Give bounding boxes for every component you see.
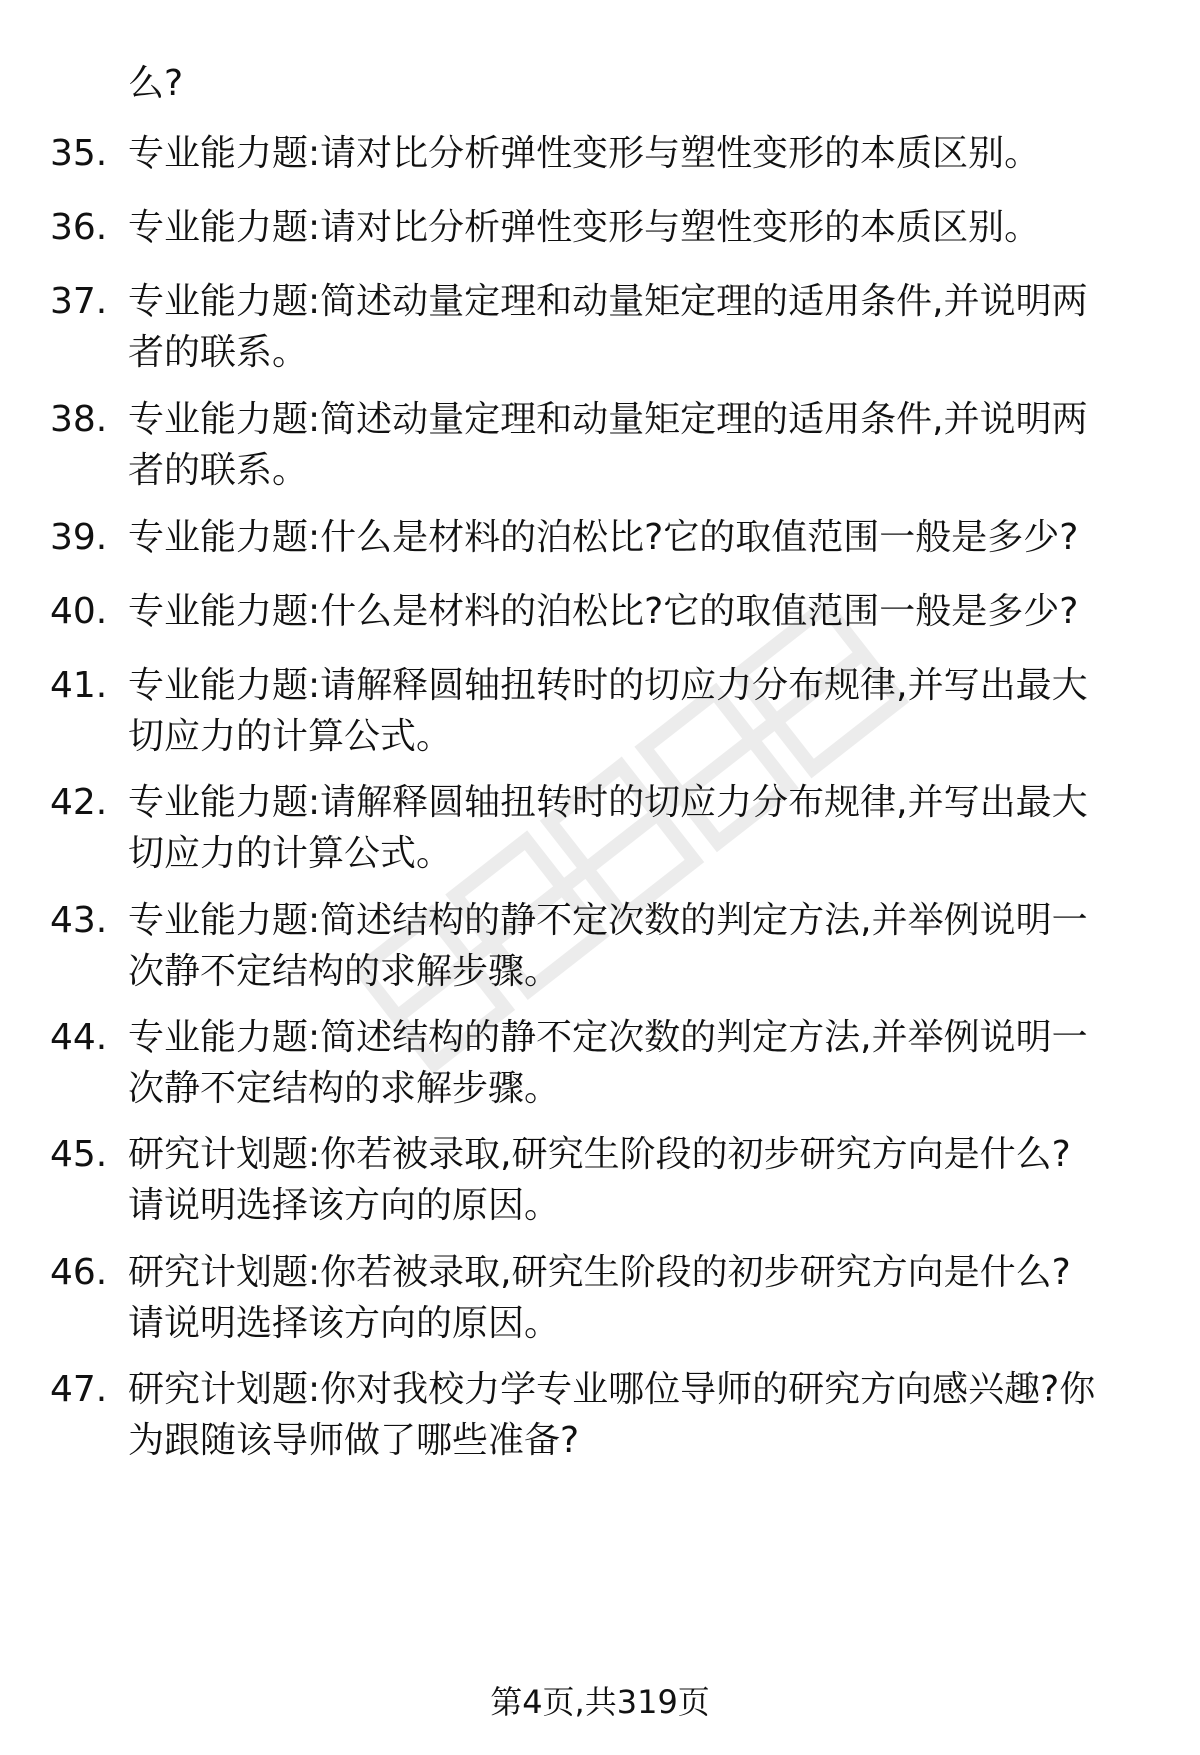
item-number: 37. [50,281,108,322]
continuation-text: 么? [128,63,184,104]
item-text: 研究计划题:你对我校力学专业哪位导师的研究方向感兴趣?你 为跟随该导师做了哪些准备? [128,1369,1096,1461]
item-number: 46. [50,1252,108,1293]
item-text: 专业能力题:简述动量定理和动量矩定理的适用条件,并说明两 者的联系。 [128,281,1088,373]
item-number: 41. [50,665,108,706]
item-text: 研究计划题:你若被录取,研究生阶段的初步研究方向是什么? 请说明选择该方向的原因。 [128,1252,1071,1344]
item-number: 39. [50,517,108,558]
item-number: 35. [50,133,108,174]
item-text: 专业能力题:请对比分析弹性变形与塑性变形的本质区别。 [128,133,1041,174]
item-text: 专业能力题:什么是材料的泊松比?它的取值范围一般是多少? [128,591,1079,632]
item-text: 专业能力题:请对比分析弹性变形与塑性变形的本质区别。 [128,207,1041,248]
item-number: 40. [50,591,108,632]
item-number: 44. [50,1017,108,1058]
item-text: 专业能力题:简述结构的静不定次数的判定方法,并举例说明一 次静不定结构的求解步骤。 [128,900,1088,992]
item-text: 专业能力题:请解释圆轴扭转时的切应力分布规律,并写出最大 切应力的计算公式。 [128,782,1088,874]
item-text: 专业能力题:简述结构的静不定次数的判定方法,并举例说明一 次静不定结构的求解步骤。 [128,1017,1088,1109]
item-number: 47. [50,1369,108,1410]
item-text: 研究计划题:你若被录取,研究生阶段的初步研究方向是什么? 请说明选择该方向的原因。 [128,1134,1071,1226]
item-text: 专业能力题:什么是材料的泊松比?它的取值范围一般是多少? [128,517,1079,558]
item-number: 43. [50,900,108,941]
item-number: 38. [50,399,108,440]
item-number: 36. [50,207,108,248]
page-footer: 第4页,共319页 [490,1683,710,1721]
item-number: 45. [50,1134,108,1175]
item-number: 42. [50,782,108,823]
item-text: 专业能力题:请解释圆轴扭转时的切应力分布规律,并写出最大 切应力的计算公式。 [128,665,1088,757]
item-text: 专业能力题:简述动量定理和动量矩定理的适用条件,并说明两 者的联系。 [128,399,1088,491]
